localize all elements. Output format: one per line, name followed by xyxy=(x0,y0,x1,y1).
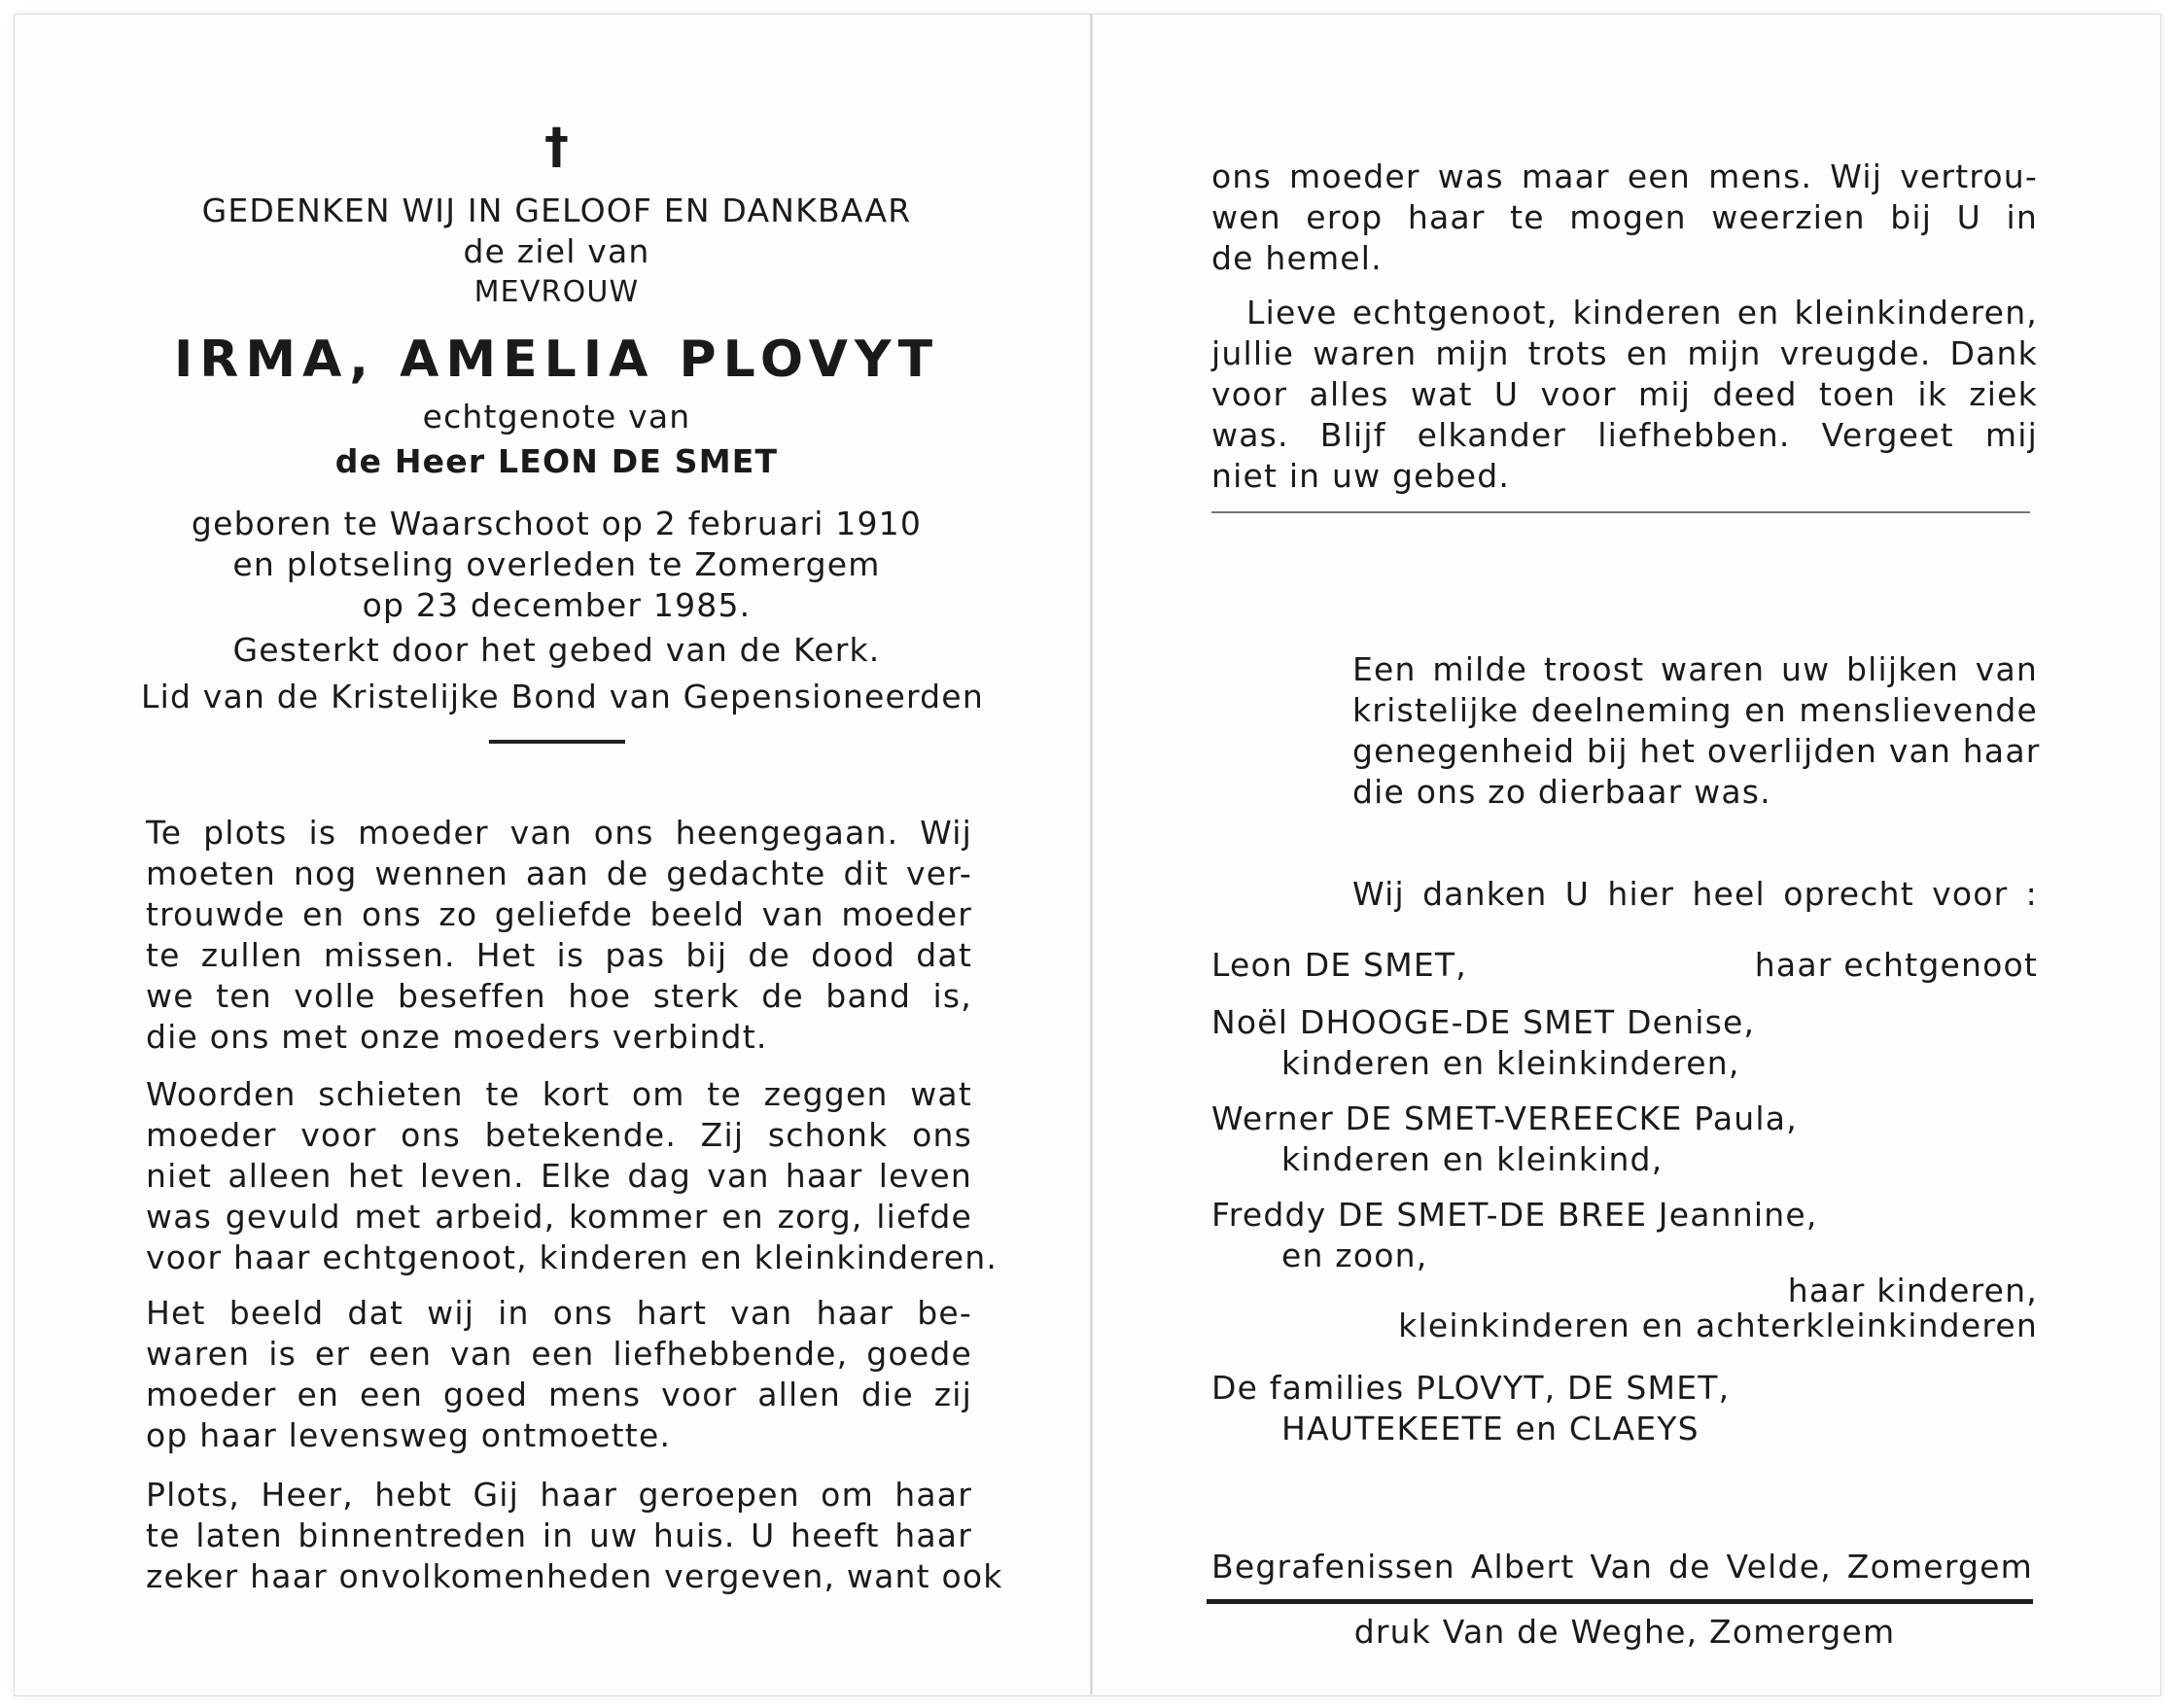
text-line: te laten binnentreden in uw huis. U heeft haar xyxy=(146,1516,972,1554)
paragraph-2 xyxy=(146,1074,999,1278)
birth-line: geboren te Waarschoot op 2 februari 1910 xyxy=(191,505,923,542)
husband-role: haar echtgenoot xyxy=(1754,946,2038,984)
church-line: Gesterkt door het gebed van de Kerk. xyxy=(232,631,881,669)
text-line: trouwde en ons zo geliefde beeld van moeder xyxy=(146,895,972,933)
deceased-name: IRMA, AMELIA PLOVYT xyxy=(173,331,940,389)
text-line: genegenheid bij het overlijden van haar xyxy=(1352,732,2041,770)
text-line: niet in uw gebed. xyxy=(1211,457,1511,495)
text-line: Te plots is moeder van ons heengegaan. Wij xyxy=(146,814,972,852)
paragraph-5 xyxy=(1211,157,2038,279)
child-family: kinderen en kleinkind, xyxy=(1281,1140,1664,1178)
text-line: voor haar echtgenoot, kinderen en kleinkinderen. xyxy=(146,1238,999,1276)
text-line: Lieve echtgenoot, kinderen en kleinkinderen, xyxy=(1246,294,2038,331)
families xyxy=(1211,1368,2038,1449)
intro-heading: GEDENKEN WIJ IN GELOOF EN DANKBAAR xyxy=(201,192,912,229)
spouse-name: de Heer LEON DE SMET xyxy=(334,442,779,480)
text-line: op haar levensweg ontmoette. xyxy=(146,1416,672,1454)
husband-name: Leon DE SMET, xyxy=(1211,946,1467,984)
text-line: kristelijke deelneming en menslievende xyxy=(1352,691,2038,729)
child-name: Freddy DE SMET-DE BREE Jeannine, xyxy=(1211,1196,1818,1234)
child-name: Noël DHOOGE-DE SMET Denise, xyxy=(1211,1003,1756,1041)
birth-death-info xyxy=(141,504,984,717)
text-line: niet alleen het leven. Elke dag van haar leven xyxy=(146,1157,972,1195)
divider xyxy=(1207,1599,2033,1604)
paragraph-3 xyxy=(146,1293,972,1456)
text-line: moeder voor ons betekende. Zij schonk ons xyxy=(146,1116,972,1154)
text-line: die ons zo dierbaar was. xyxy=(1352,773,1771,811)
child-3 xyxy=(1211,1195,2038,1276)
grandchildren-role: kleinkinderen en achterkleinkinderen xyxy=(1398,1307,2038,1344)
child-1 xyxy=(1211,1002,2038,1084)
text-line: de hemel. xyxy=(1211,239,1383,277)
text-line: Plots, Heer, hebt Gij haar geroepen om haar xyxy=(146,1476,972,1514)
thanks-line: Wij danken U hier heel oprecht voor : xyxy=(1352,875,2038,913)
divider xyxy=(1211,511,2030,513)
text-line: die ons met onze moeders verbindt. xyxy=(146,1018,768,1056)
text-line: Het beeld dat wij in ons hart van haar be- xyxy=(146,1294,972,1332)
text-line: was. Blijf elkander liefhebben. Vergeet mij xyxy=(1211,416,2038,454)
paragraph-1 xyxy=(146,813,972,1058)
paragraph-4 xyxy=(146,1475,1003,1597)
membership-line: Lid van de Kristelijke Bond van Gepensioneerden xyxy=(141,678,984,715)
text-line: zeker haar onvolkomenheden vergeven, want ook xyxy=(146,1557,1003,1595)
spouse-label: echtgenote van xyxy=(422,398,691,436)
text-line: moeten nog wennen aan de gedachte dit ver- xyxy=(146,854,972,892)
text-line: waren is er een van een liefhebbende, goede xyxy=(146,1335,972,1373)
death-date-line: op 23 december 1985. xyxy=(362,586,752,624)
divider xyxy=(489,740,625,744)
text-line: te zullen missen. Het is pas bij de dood dat xyxy=(146,936,972,974)
text-line: Een milde troost waren uw blijken van xyxy=(1352,650,2038,688)
card-fold xyxy=(1090,14,1093,1694)
child-name: Werner DE SMET-VEREECKE Paula, xyxy=(1211,1099,1798,1137)
thanks-intro xyxy=(1352,649,2041,813)
text-line: voor alles wat U voor mij deed toen ik ziek xyxy=(1211,375,2038,413)
children-roles xyxy=(1211,1271,2038,1346)
families-line: HAUTEKEETE en CLAEYS xyxy=(1281,1410,1700,1447)
soul-line: de ziel van xyxy=(463,232,650,270)
printer-line: druk Van de Weghe, Zomergem xyxy=(1353,1613,1896,1651)
child-2 xyxy=(1211,1098,2038,1180)
child-family: en zoon, xyxy=(1281,1237,1428,1274)
mourners-list xyxy=(1211,945,2038,986)
text-line: ons moeder was maar een mens. Wij vertrou- xyxy=(1211,157,2038,195)
undertaker-line: Begrafenissen Albert Van de Velde, Zomergem xyxy=(1211,1548,2033,1586)
text-line: Woorden schieten te kort om te zeggen wat xyxy=(146,1075,972,1113)
paragraph-6 xyxy=(1211,293,2038,497)
cross-icon: † xyxy=(544,118,569,174)
text-line: jullie waren mijn trots en mijn vreugde. Dank xyxy=(1211,334,2038,372)
child-family: kinderen en kleinkinderen, xyxy=(1281,1044,1740,1082)
undertaker xyxy=(1211,1547,2033,1587)
children-role: haar kinderen, xyxy=(1787,1272,2038,1309)
text-line: moeder en een goed mens voor allen die zij xyxy=(146,1376,972,1413)
text-line: wen erop haar te mogen weerzien bij U in xyxy=(1211,198,2038,236)
death-line: en plotseling overleden te Zomergem xyxy=(232,545,881,583)
text-line: was gevuld met arbeid, kommer en zorg, liefde xyxy=(146,1198,972,1236)
text-line: we ten volle beseffen hoe sterk de band is, xyxy=(146,977,972,1015)
families-line: De families PLOVYT, DE SMET, xyxy=(1211,1369,1731,1407)
title-mevrouw: MEVROUW xyxy=(473,275,640,309)
